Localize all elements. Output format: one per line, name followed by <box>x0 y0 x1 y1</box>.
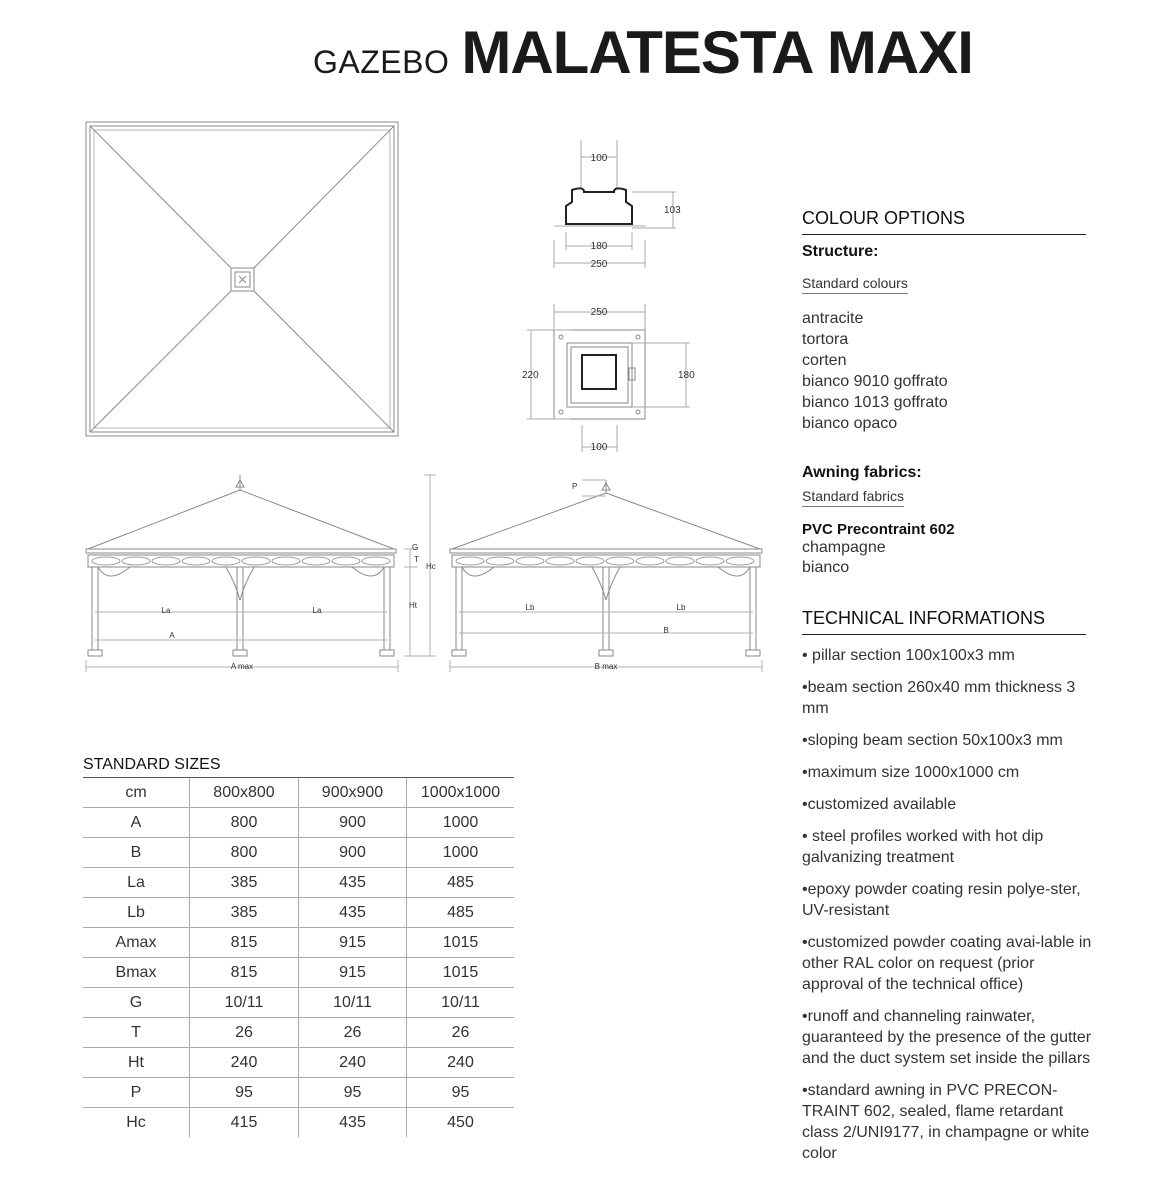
table-cell: 815 <box>190 928 299 958</box>
standard-sizes-heading: STANDARD SIZES <box>83 756 221 773</box>
table-cell: P <box>83 1078 190 1108</box>
beam-section-detail <box>554 140 676 268</box>
table-cell: 385 <box>190 868 299 898</box>
table-cell: La <box>83 868 190 898</box>
table-cell: 435 <box>299 898 407 928</box>
table-header-row <box>83 778 514 808</box>
colour-item: bianco 9010 goffrato <box>802 373 948 390</box>
side-label-lb1: Lb <box>525 603 535 612</box>
table-cell: A <box>83 808 190 838</box>
tech-item: •standard awning in PVC PRECON-TRAINT 602, sealed, flame retardant class 2/UNI9177, in champagne or white color <box>802 1082 1090 1162</box>
dim-beam-inner: 180 <box>590 241 608 252</box>
tech-item: •runoff and channeling rainwater, guaranteed by the presence of the gutter and the duct system set inside the pillars <box>802 1008 1092 1067</box>
colour-item: corten <box>802 352 847 369</box>
front-label-hc: Hc <box>426 562 436 571</box>
table-cell: Ht <box>83 1048 190 1078</box>
table-cell: 900 <box>299 808 407 838</box>
standard-colours-label: Standard colours <box>802 275 908 294</box>
table-cell: 415 <box>190 1108 299 1138</box>
table-cell: T <box>83 1018 190 1048</box>
colour-item: tortora <box>802 331 849 348</box>
colour-item: bianco opaco <box>802 415 898 432</box>
table-cell: 485 <box>407 898 515 928</box>
table-cell: 1000 <box>407 808 515 838</box>
table-cell: 10/11 <box>299 988 407 1018</box>
side-label-lb2: Lb <box>676 603 686 612</box>
awning-heading: Awning fabrics: <box>802 464 922 481</box>
colour-item: bianco 1013 goffrato <box>802 394 948 411</box>
tech-item: •sloping beam section 50x100x3 mm <box>802 732 1063 749</box>
table-cell: 240 <box>299 1048 407 1078</box>
table-header-cell: 1000x1000 <box>407 778 515 808</box>
table-cell: 95 <box>190 1078 299 1108</box>
table-header-cell: cm <box>83 778 190 808</box>
table-cell: 435 <box>299 868 407 898</box>
dim-beam-height: 103 <box>664 205 681 216</box>
fabric-item: champagne <box>802 539 886 556</box>
colour-list <box>802 308 1092 434</box>
table-cell: 240 <box>190 1048 299 1078</box>
table-cell: 915 <box>299 928 407 958</box>
table-cell: B <box>83 838 190 868</box>
fabric-name: PVC Precontraint 602 <box>802 521 955 538</box>
front-label-g: G <box>412 543 419 552</box>
table-cell: Hc <box>126 1113 146 1131</box>
tech-item: •epoxy powder coating resin polye-ster, UV-resistant <box>802 881 1081 919</box>
table-row <box>83 928 514 958</box>
table-cell: 240 <box>407 1048 515 1078</box>
dim-base-right: 180 <box>678 370 695 381</box>
table-cell: 10/11 <box>407 988 515 1018</box>
fabric-list <box>802 538 1092 578</box>
colour-options-heading: COLOUR OPTIONS <box>802 208 1086 235</box>
technical-drawings <box>0 0 790 700</box>
table-row <box>83 838 514 868</box>
table-row <box>83 1048 514 1078</box>
table-cell: Lb <box>83 898 190 928</box>
table-cell: 26 <box>407 1018 515 1048</box>
tech-item: • steel profiles worked with hot dip galvanizing treatment <box>802 828 1044 866</box>
right-column <box>802 208 1092 1175</box>
table-row <box>83 958 514 988</box>
tech-item: •beam section 260x40 mm thickness 3 mm <box>802 679 1076 717</box>
table-cell: 95 <box>407 1078 515 1108</box>
table-cell: 1000 <box>407 838 515 868</box>
front-label-ht: Ht <box>409 601 417 610</box>
table-cell: 26 <box>299 1018 407 1048</box>
technical-heading: TECHNICAL INFORMATIONS <box>802 608 1086 635</box>
table-cell: 435 <box>299 1108 407 1138</box>
tech-item: •customized available <box>802 796 957 813</box>
standard-fabrics-label: Standard fabrics <box>802 488 904 507</box>
side-label-p: P <box>572 482 578 491</box>
table-cell: 10/11 <box>190 988 299 1018</box>
standard-sizes-table <box>83 777 514 1137</box>
drawings-svg <box>0 0 790 700</box>
table-cell: 1015 <box>407 958 515 988</box>
table-cell: G <box>83 988 190 1018</box>
table-cell: 485 <box>407 868 515 898</box>
table-row <box>83 808 514 838</box>
dim-beam-top: 100 <box>590 153 608 164</box>
table-row <box>83 898 514 928</box>
dim-base-top: 250 <box>590 307 608 318</box>
table-cell: 800 <box>190 808 299 838</box>
table-cell: 26 <box>190 1018 299 1048</box>
front-label-la1: La <box>161 606 171 615</box>
front-label-amax: A max <box>230 662 254 671</box>
front-elevation <box>86 475 436 672</box>
dim-base-bottom: 100 <box>590 442 608 453</box>
table-header-cell: 800x800 <box>190 778 299 808</box>
front-label-t: T <box>414 555 419 564</box>
title-name: MALATESTA MAXI <box>461 19 973 86</box>
table-cell: 1015 <box>407 928 515 958</box>
plan-view <box>86 122 398 436</box>
table-cell: 915 <box>299 958 407 988</box>
table-row <box>83 1108 514 1138</box>
table-row <box>83 1018 514 1048</box>
table-row <box>83 868 514 898</box>
side-label-b: B <box>663 626 669 635</box>
table-cell: 385 <box>190 898 299 928</box>
table-row <box>83 988 514 1018</box>
table-header-cell: 900x900 <box>299 778 407 808</box>
structure-heading: Structure: <box>802 243 879 260</box>
table-cell: Amax <box>83 928 190 958</box>
fabric-item: bianco <box>802 559 850 576</box>
technical-list <box>802 645 1092 1164</box>
table-cell: 900 <box>299 838 407 868</box>
tech-item: • pillar section 100x100x3 mm <box>802 647 1015 664</box>
tech-item: •maximum size 1000x1000 cm <box>802 764 1020 781</box>
table-cell: Bmax <box>83 958 190 988</box>
front-label-la2: La <box>312 606 322 615</box>
table-cell: 800 <box>190 838 299 868</box>
table-cell: 815 <box>190 958 299 988</box>
base-plate-detail <box>527 304 690 452</box>
title-prefix: GAZEBO <box>313 44 450 80</box>
dim-beam-outer: 250 <box>590 259 608 270</box>
dim-base-left: 220 <box>522 370 539 381</box>
table-cell: 450 <box>407 1108 515 1138</box>
table-row <box>83 1078 514 1108</box>
side-elevation <box>450 480 762 672</box>
colour-item: antracite <box>802 310 864 327</box>
table-cell: 95 <box>299 1078 407 1108</box>
side-label-bmax: B max <box>594 662 618 671</box>
front-label-a: A <box>169 631 175 640</box>
tech-item: •customized powder coating avai-lable in other RAL color on request (prior approval of the technical office) <box>802 934 1092 993</box>
